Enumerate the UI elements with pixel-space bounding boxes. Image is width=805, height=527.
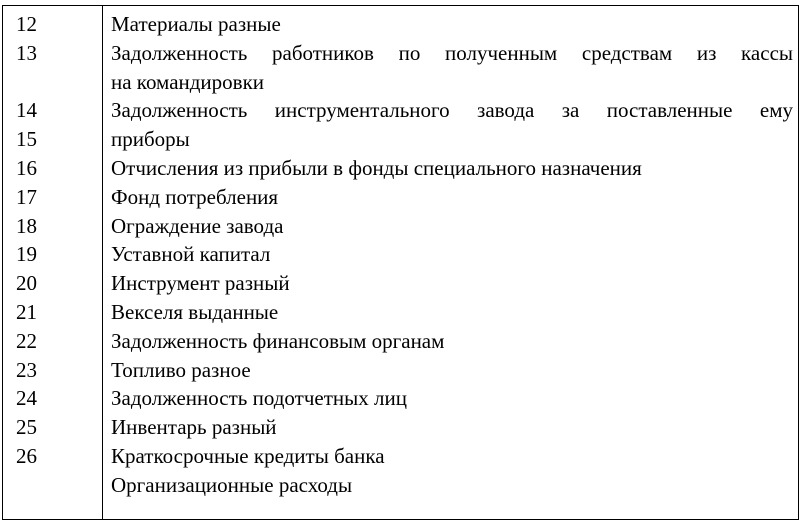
item-text: Отчисления из прибыли в фонды специального назначения	[111, 155, 642, 180]
row-number: 14	[16, 98, 37, 123]
table-row	[111, 154, 793, 183]
table-row	[111, 240, 793, 269]
table-row	[111, 212, 793, 241]
row-number: 17	[16, 184, 37, 209]
accounts-table	[2, 5, 799, 520]
table-row	[111, 10, 793, 39]
table-row	[111, 183, 793, 212]
table-row	[111, 39, 793, 97]
row-number: 22	[16, 328, 37, 353]
item-text: Организационные расходы	[111, 472, 353, 497]
row-number: 23	[16, 357, 37, 382]
table-row	[111, 384, 793, 413]
row-number: 20	[16, 271, 37, 296]
column-divider	[102, 6, 103, 519]
table-row	[111, 96, 793, 154]
item-text: Задолженность инструментального завода за поставленные ему	[111, 98, 793, 123]
row-number: 12	[16, 12, 37, 36]
table-row	[111, 413, 793, 442]
row-number-blank	[16, 68, 96, 97]
row-number: 16	[16, 155, 37, 180]
item-text: Инвентарь разный	[111, 415, 277, 440]
table-row	[111, 298, 793, 327]
table-row	[111, 471, 793, 500]
item-text-continuation: приборы	[111, 127, 190, 152]
item-text: Материалы разные	[111, 12, 281, 36]
number-column	[16, 10, 96, 471]
row-number: 18	[16, 213, 37, 238]
item-text-continuation: на командировки	[111, 69, 265, 94]
item-text: Фонд потребления	[111, 184, 279, 209]
item-text: Задолженность подотчетных лиц	[111, 386, 407, 411]
row-number: 24	[16, 386, 37, 411]
item-text: Задолженность работников по полученным средствам из кассы	[111, 40, 793, 65]
row-number: 21	[16, 299, 37, 324]
item-text: Задолженность финансовым органам	[111, 328, 445, 353]
row-number: 19	[16, 242, 37, 267]
table-row	[111, 356, 793, 385]
item-text: Уставной капитал	[111, 242, 271, 267]
row-number: 13	[16, 40, 37, 65]
item-text: Краткосрочные кредиты банка	[111, 443, 385, 468]
row-number: 26	[16, 443, 37, 468]
item-text: Топливо разное	[111, 357, 251, 382]
row-number: 25	[16, 415, 37, 440]
item-text: Векселя выданные	[111, 299, 279, 324]
table-row	[111, 442, 793, 471]
description-column	[111, 10, 793, 500]
table-row	[111, 327, 793, 356]
item-text: Ограждение завода	[111, 213, 284, 238]
table-row	[111, 269, 793, 298]
item-text: Инструмент разный	[111, 271, 290, 296]
row-number: 15	[16, 127, 37, 152]
